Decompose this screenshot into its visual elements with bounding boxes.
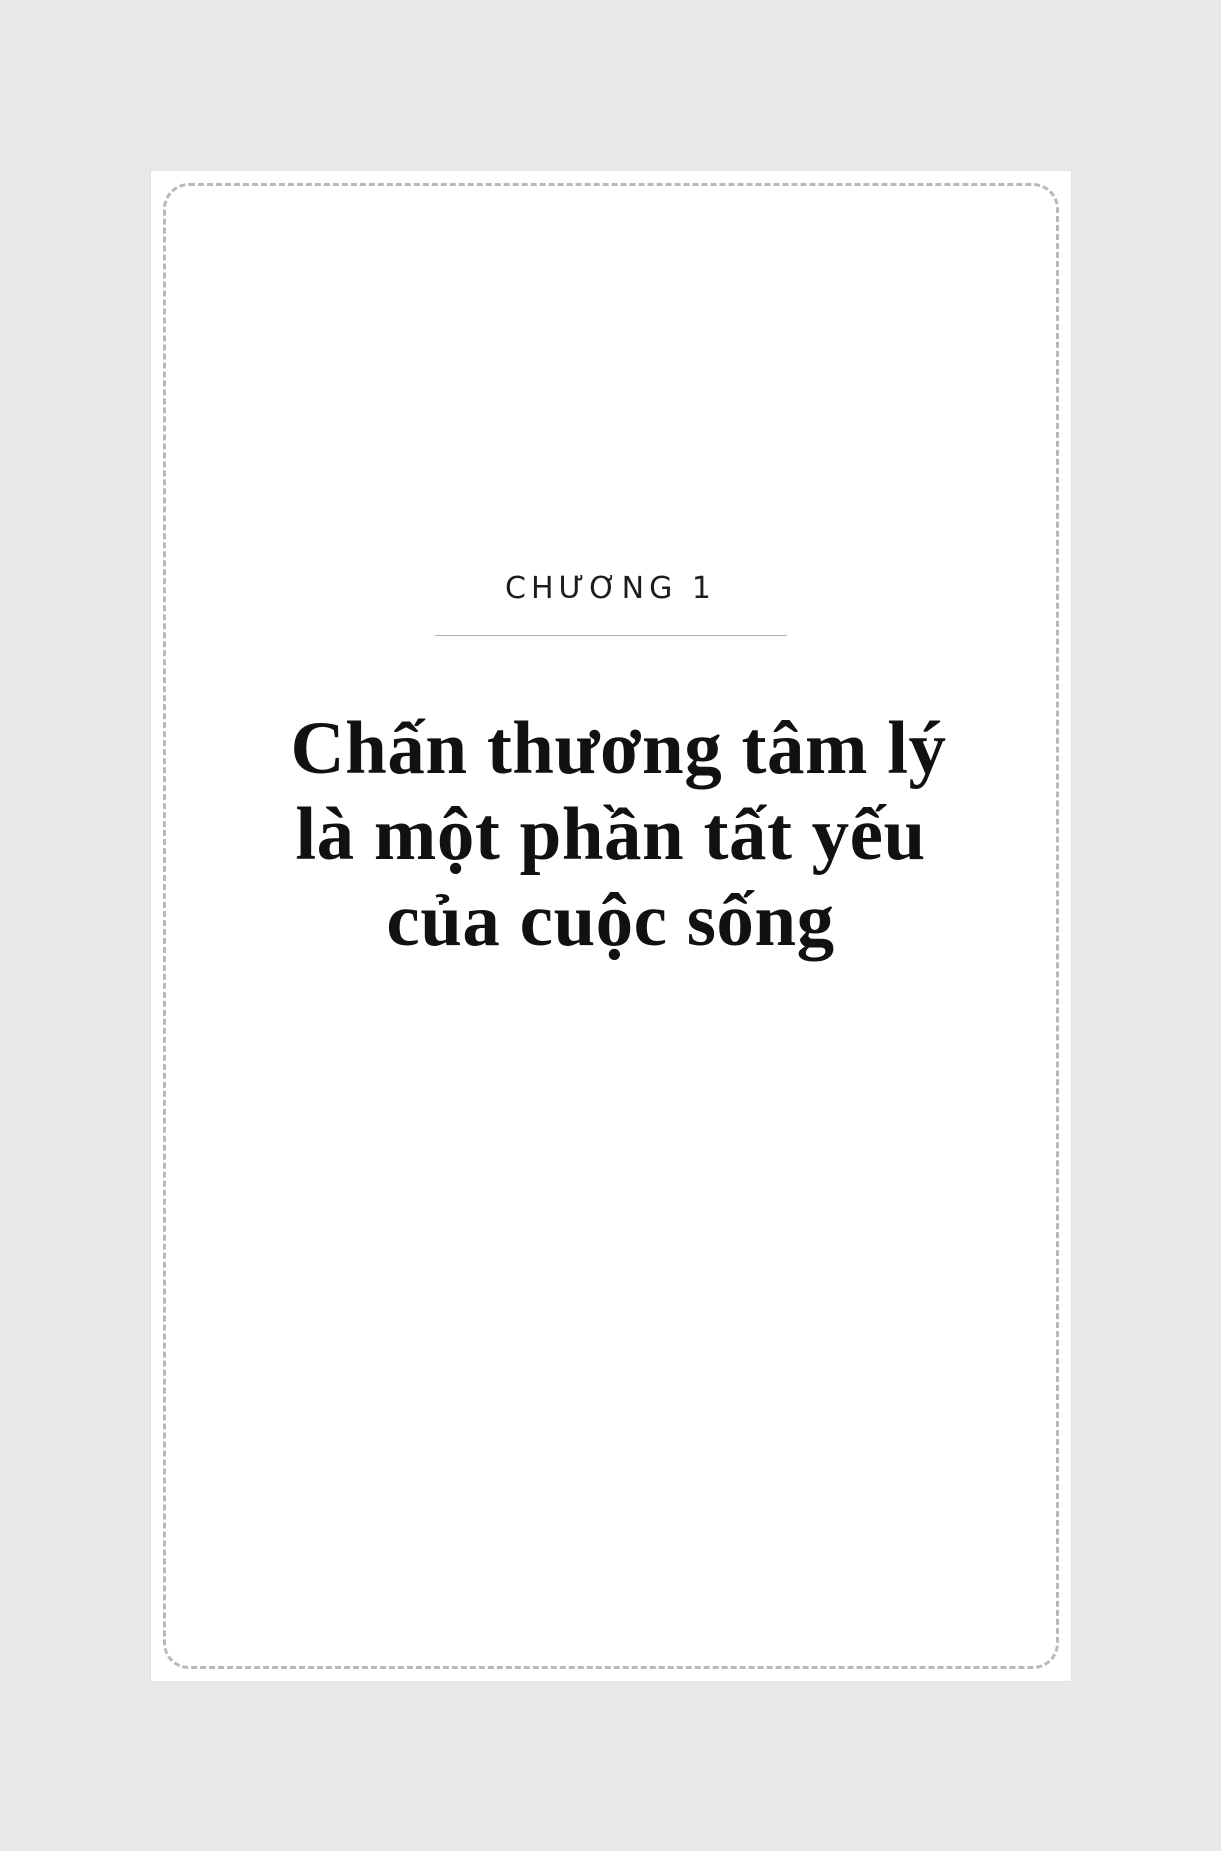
chapter-opening-content [151, 171, 1071, 1681]
chapter-title-line-3: của cuộc sống [386, 879, 835, 962]
chapter-title-line-1: Chấn thương tâm lý [290, 706, 947, 790]
chapter-divider-rule [435, 635, 787, 636]
chapter-title-line-2: là một phần tất yếu [295, 792, 926, 876]
book-page [151, 171, 1071, 1681]
chapter-number-label: CHƯƠNG 1 [505, 570, 716, 606]
chapter-title [290, 706, 947, 965]
